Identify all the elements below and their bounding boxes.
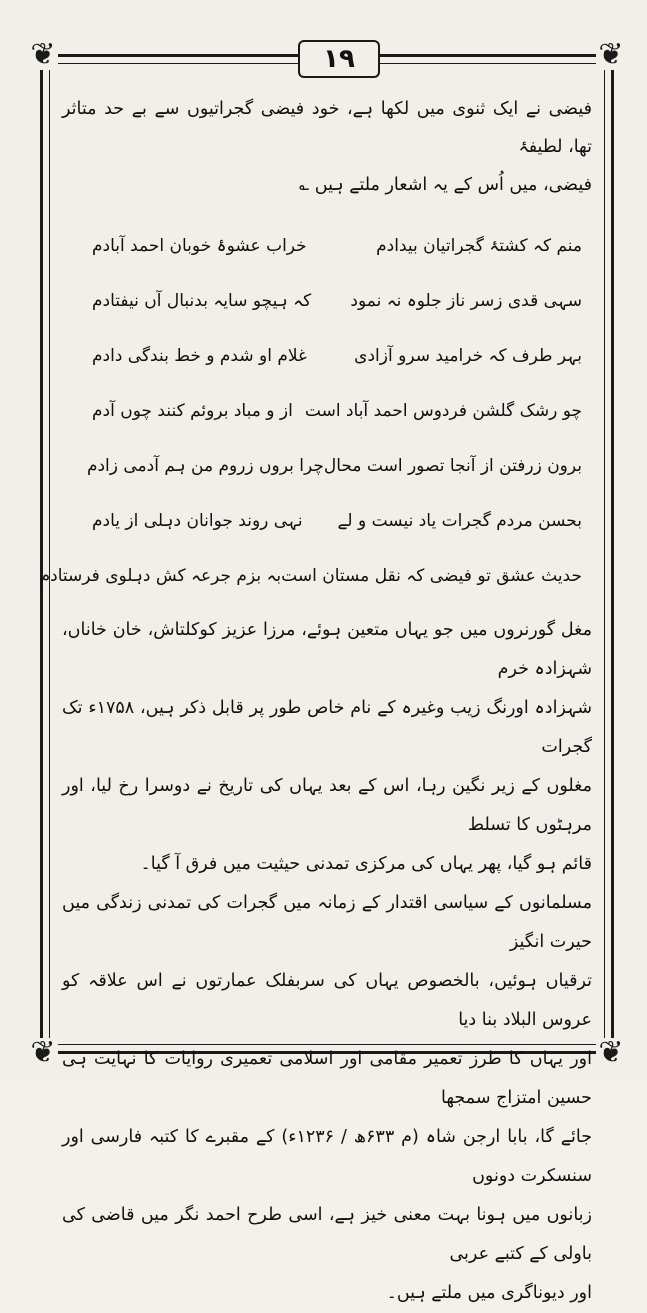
- corner-ornament-icon: ❦: [28, 1038, 58, 1068]
- corner-ornament-icon: ❦: [596, 1038, 626, 1068]
- verse-couplet: [62, 383, 592, 438]
- verse-second-hemistich: چرا بروں زروم من ہم آدمی زادم: [86, 456, 324, 476]
- verse-couplet: [62, 328, 592, 383]
- verse-second-hemistich: نہی روند جوانان دہلی از یادم: [92, 511, 303, 531]
- text-line: مغل گورنروں میں جو یہاں متعین ہوئے، مرزا عزیز کوکلتاش، خان خاناں، شہزادہ خرم: [62, 620, 592, 679]
- text-line: اور یہاں کا طرز تعمیر مقامی اور اسلامی تعمیری روایات کا نہایت ہی حسین امتزاج سمجھا: [62, 1049, 592, 1108]
- verse-second-hemistich: خراب عشوۂ خوبان احمد آبادم: [92, 236, 307, 256]
- text-line: مسلمانوں کے سیاسی اقتدار کے زمانہ میں گجرات کی تمدنی زندگی میں حیرت انگیز: [62, 893, 592, 952]
- verse-second-hemistich: غلام او شدم و خط بندگی دادم: [92, 345, 307, 366]
- verse-first-hemistich: بہر طرف کہ خرامید سرو آزادی: [354, 346, 582, 366]
- corner-ornament-icon: ❦: [596, 40, 626, 70]
- verse-first-hemistich: چو رشک گلشن فردوس احمد آباد است: [304, 400, 582, 421]
- text-line: ترقیاں ہوئیں، بالخصوص یہاں کی سربفلک عمارتوں نے اس علاقہ کو عروس البلاد بنا دیا: [62, 971, 592, 1030]
- text-line: زبانوں میں ہونا بہت معنی خیز ہے، اسی طرح احمد نگر میں قاضی کی باولی کے کتبے عربی: [62, 1205, 592, 1264]
- poem: [39, 218, 592, 603]
- text-line: اور دیوناگری میں ملتے ہیں۔: [386, 1283, 592, 1303]
- verse-couplet: [39, 548, 592, 603]
- verse-first-hemistich: برون زرفتن از آنجا تصور است محال: [323, 455, 582, 476]
- corner-ornament-icon: ❦: [28, 40, 58, 70]
- verse-couplet: [62, 218, 592, 273]
- verse-couplet: [62, 438, 592, 493]
- text-line: جائے گا، بابا ارجن شاہ (م ۶۳۳ھ / ۱۲۳۶ء) کے مقبرے کا کتبہ فارسی اور سنسکرت دونوں: [62, 1127, 593, 1186]
- intro-paragraph: [62, 90, 592, 204]
- body-paragraphs: [62, 611, 592, 1313]
- verse-second-hemistich: از و مباد بروئم کنند چوں آدم: [92, 400, 293, 421]
- verse-couplet: [62, 273, 592, 328]
- verse-couplet: [62, 493, 592, 548]
- text-line: مغلوں کے زیر نگین رہا، اس کے بعد یہاں کی تاریخ نے دوسرا رخ لیا، اور مرہٹوں کا تسلط: [62, 776, 592, 835]
- verse-first-hemistich: منم کہ کشتۂ گجراتیان بیدادم: [376, 236, 582, 256]
- page-content: [39, 90, 593, 1313]
- verse-first-hemistich: حدیث عشق تو فیضی کہ نقل مستان است: [281, 566, 582, 586]
- verse-second-hemistich: کہ ہیچو سایہ بدنبال آں نیفتادم: [92, 291, 312, 311]
- verse-first-hemistich: سہی قدی زسر ناز جلوہ نہ نمود: [350, 291, 582, 311]
- text-line: قائم ہو گیا، پھر یہاں کی مرکزی تمدنی حیثیت میں فرق آ گیا۔: [140, 854, 592, 874]
- text-line: شہزادہ اورنگ زیب وغیرہ کے نام خاص طور پر قابل ذکر ہیں، ۱۷۵۸ء تک گجرات: [62, 698, 592, 757]
- verse-first-hemistich: بحسن مردم گجرات یاد نیست و لے: [337, 511, 582, 531]
- page-number: ۱۹: [298, 40, 380, 78]
- text-line: فیضی نے ایک ثنوی میں لکھا ہے، خود فیضی گجراتیوں سے بے حد متاثر تھا، لطیفۂ: [62, 99, 592, 157]
- text-line: فیضی، میں اُس کے یہ اشعار ملتے ہیں ؎: [298, 175, 592, 195]
- verse-second-hemistich: بہ بزم جرعہ کش دہلوی فرستادم: [39, 566, 282, 586]
